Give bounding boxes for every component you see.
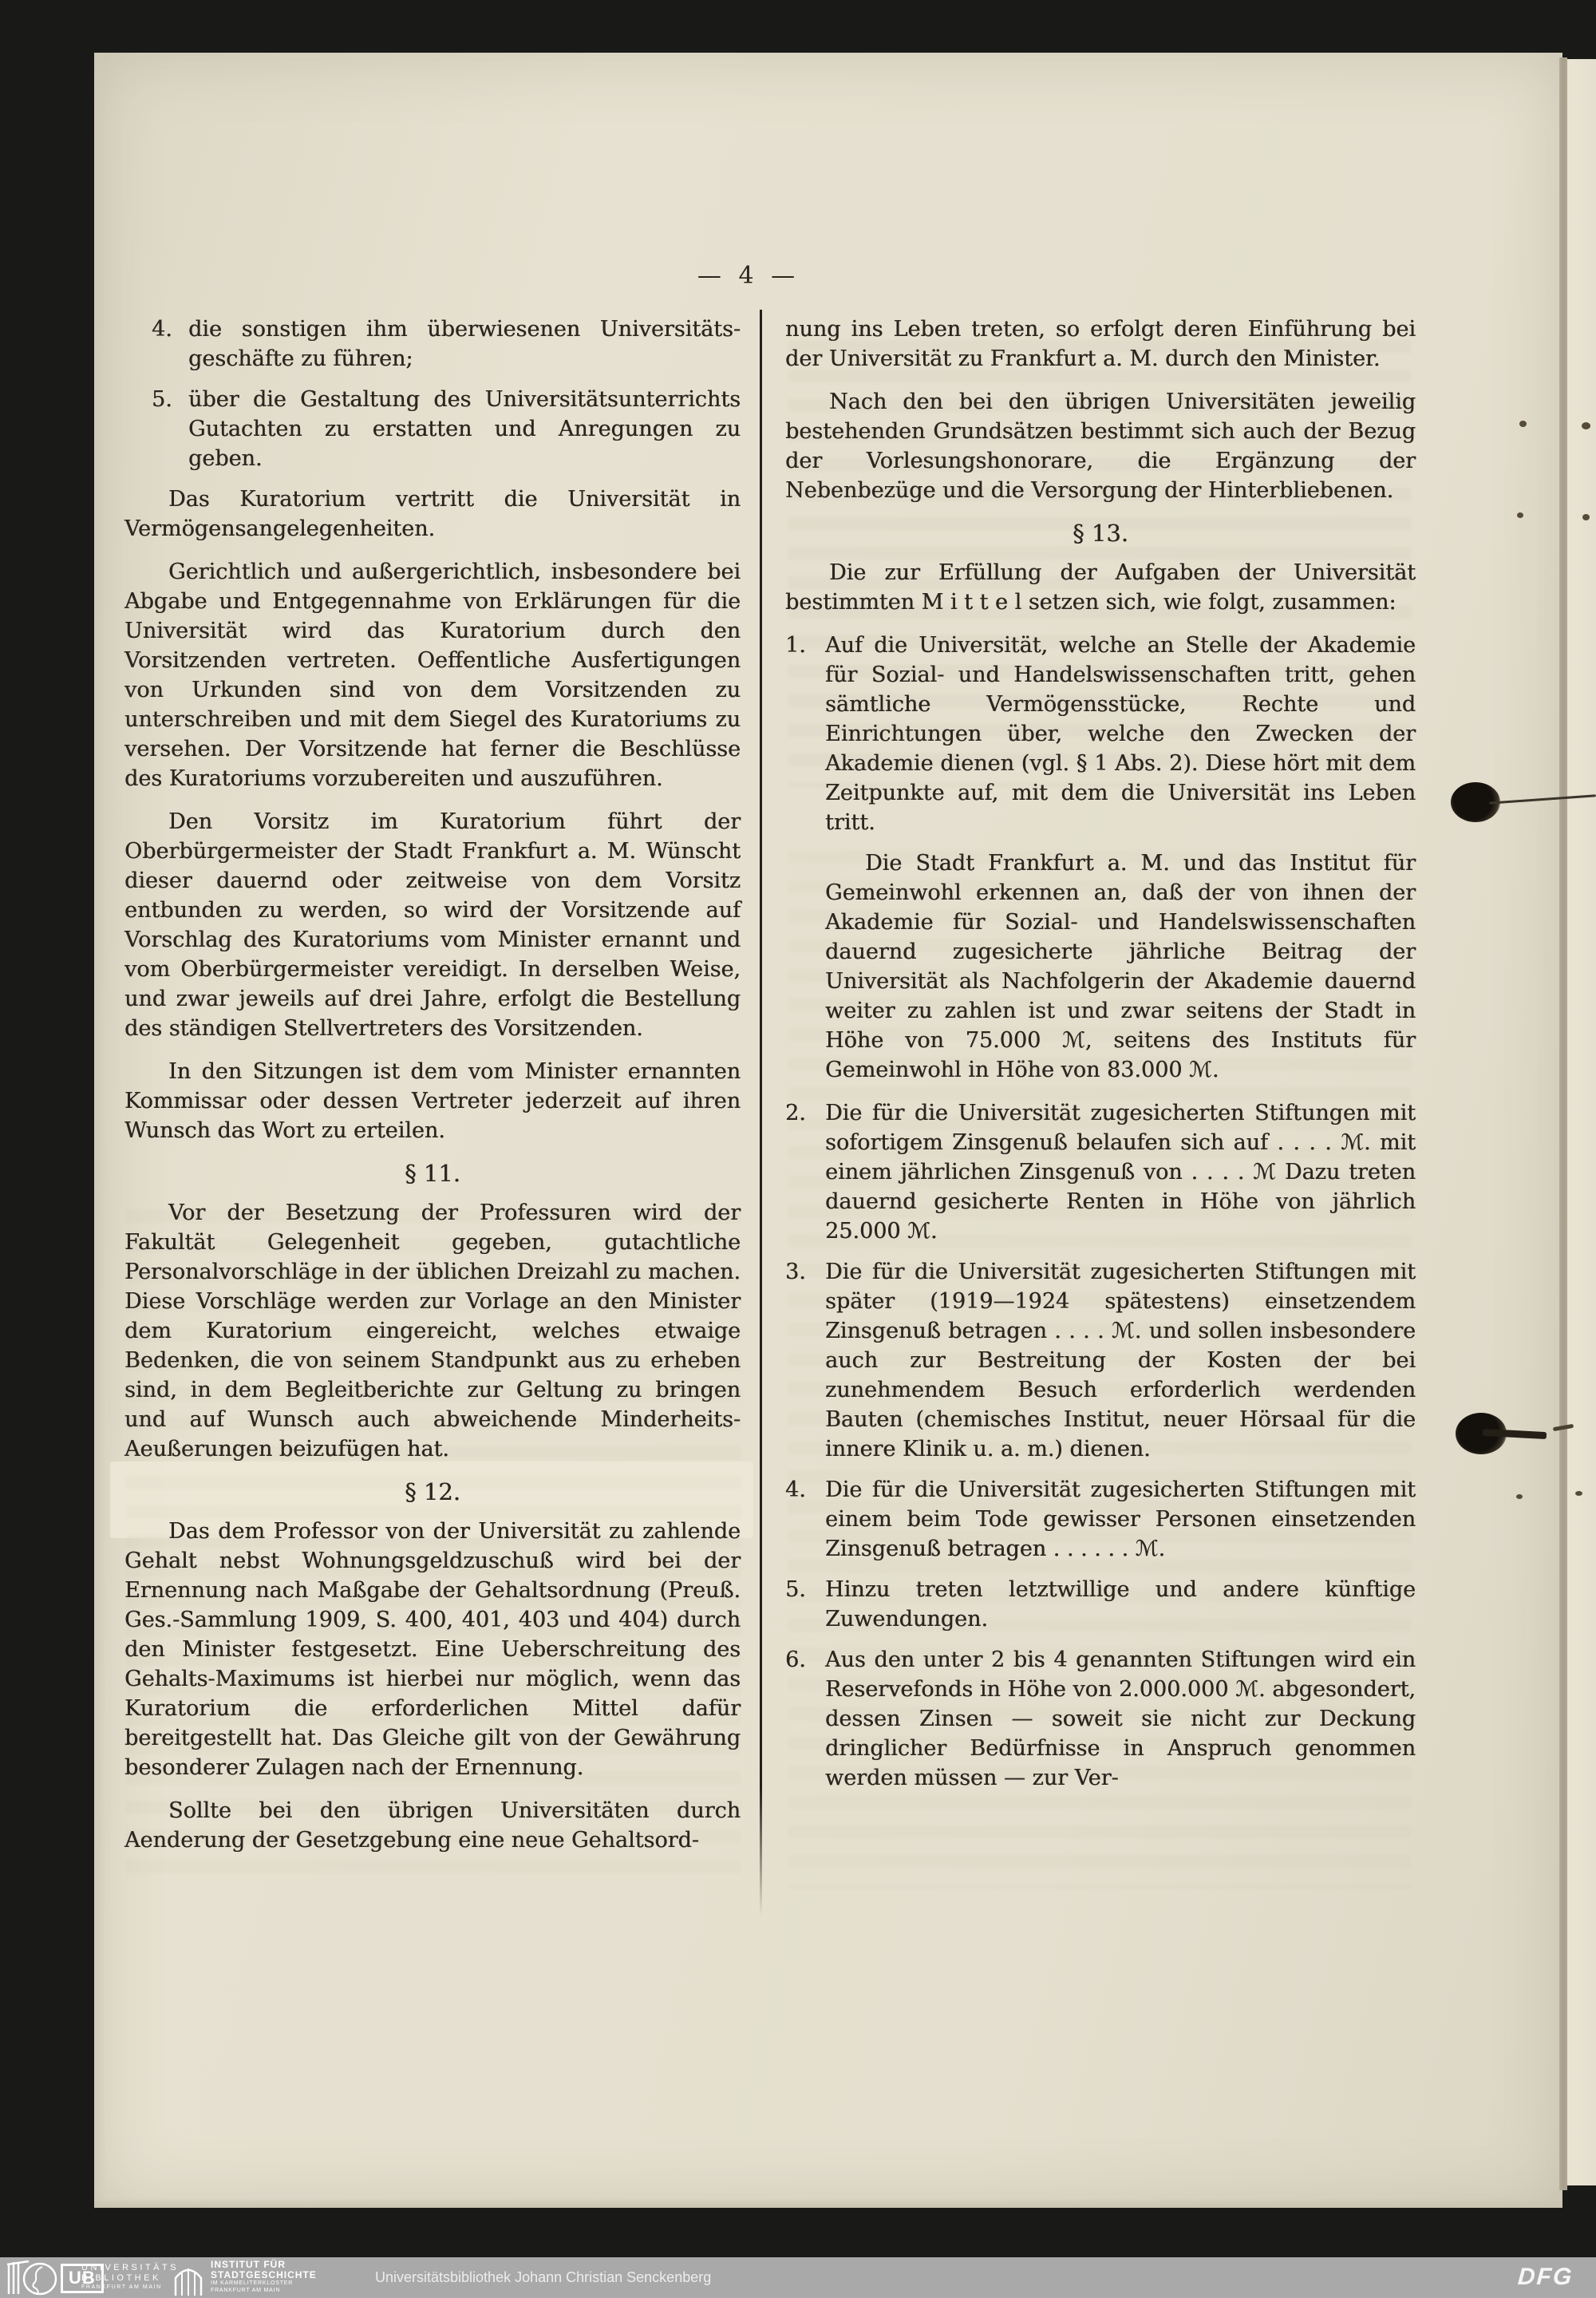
page-number: — 4 — <box>697 262 800 290</box>
section-heading-12: § 12. <box>405 1478 460 1505</box>
list-item <box>785 1098 1416 1246</box>
ub-logo-text: UB <box>61 2264 104 2293</box>
list-item-text: Die für die Universität zugesicherten Stiftungen mit sofortigem Zinsgenuß belaufen sich auf . . . . ℳ. mit einem jährlichen Zinsgenuß von . . . . ℳ Dazu treten dauernd gesicherte Renten in Höhe von jährlich 25.000 ℳ. <box>825 1101 1416 1244</box>
list-item <box>785 631 1416 837</box>
goethe-head-icon <box>6 2260 59 2296</box>
institut-arch-icon <box>172 2260 204 2296</box>
paragraph: Vor der Besetzung der Professuren wird der Fakultät Gelegenheit gegeben, gutachtliche Personalvorschläge in der üblichen Dreizahl zu machen. Diese Vorschläge werden zur Vorlage an den Minister dem Kuratorium eingereicht, welches etwaige Bedenken, die von seinem Standpunkt aus zu erheben sind, in dem Begleitberichte zur Geltung zu bringen und auf Wunsch auch abweichende Minderheits-Aeußerungen beizufügen hat. <box>124 1200 741 1461</box>
list-item-text: Aus den unter 2 bis 4 genannten Stiftungen wird ein Reservefonds in Höhe von 2.000.000 ℳ. abgesondert, dessen Zinsen — soweit sie nicht zur Deckung dringlicher Bedürfnisse in Anspruch genommen werden müssen — zur Ver- <box>825 1647 1416 1790</box>
ub-library-name: UNIVERSITÄTS BIBLIOTHEK FRANKFURT AM MAIN <box>81 2263 180 2291</box>
scanned-page <box>94 53 1562 2208</box>
list-item-text: Die für die Universität zugesicherten Stiftungen mit einem beim Tode gewisser Personen einsetzenden Zinsgenuß betragen . . . . . . ℳ. <box>825 1477 1416 1561</box>
section-heading-11: § 11. <box>405 1160 460 1187</box>
list-item-text: die sonstigen ihm überwiesenen Universitäts-geschäfte zu führen; <box>188 317 741 371</box>
list-item-text: Auf die Universität, welche an Stelle der Akademie für Sozial- und Handelswissenschaften tritt, gehen sämtliche Vermögensstücke, Rechte und Einrichtungen über, welche den Zwecken der Akademie dienen (vgl. § 1 Abs. 2). Diese hört mit dem Zeitpunkte auf, mit dem die Universität ins Leben tritt. <box>825 633 1416 835</box>
paragraph: In den Sitzungen ist dem vom Minister ernannten Kommissar oder dessen Vertreter jederzeit auf ihren Wunsch das Wort zu erteilen. <box>124 1059 741 1143</box>
list-item-number: 6. <box>785 1647 806 1672</box>
list-item-number: 4. <box>152 317 172 342</box>
list-item <box>785 1475 1416 1564</box>
list-item-number: 4. <box>785 1477 806 1502</box>
paragraph: Gerichtlich und außergerichtlich, insbesondere bei Abgabe und Entgegennahme von Erklärungen für die Universität wird das Kuratorium durch den Vorsitzenden vertreten. Oeffentliche Ausfertigungen von Urkunden sind von dem Vorsitzenden zu unterschreiben und mit dem Siegel des Kuratoriums zu versehen. Der Vorsitzende hat ferner die Beschlüsse des Kuratoriums vorzubereiten und auszuführen. <box>124 560 741 791</box>
list-item-number: 1. <box>785 633 806 658</box>
list-item-number: 2. <box>785 1101 806 1125</box>
column-divider <box>760 310 762 1916</box>
paragraph: Sollte bei den übrigen Universitäten durch Aenderung der Gesetzgebung eine neue Gehaltsord- <box>124 1798 741 1853</box>
footer-bar <box>0 2257 1596 2298</box>
library-attribution: Universitätsbibliothek Johann Christian Senckenberg <box>375 2269 712 2285</box>
left-column <box>124 314 741 1869</box>
adjacent-page-edge <box>1567 59 1596 2185</box>
page-seam <box>1559 57 1567 2190</box>
dfg-logo: DFG <box>1516 2264 1574 2290</box>
paragraph: Das Kuratorium vertritt die Universität in Vermögensangelegenheiten. <box>124 487 741 541</box>
paragraph: Nach den bei den übrigen Universitäten jeweilig bestehenden Grundsätzen bestimmt sich auch der Bezug der Vorlesungshonorare, die Ergänzung der Nebenbezüge und die Versorgung der Hinterbliebenen. <box>785 390 1416 503</box>
list-item <box>124 385 741 473</box>
paper-speck <box>1516 1494 1523 1499</box>
list-item <box>124 314 741 374</box>
list-item-number: 5. <box>152 387 172 412</box>
right-column <box>785 314 1416 1804</box>
paper-speck <box>1517 512 1523 518</box>
section-heading-13: § 13. <box>1073 520 1128 547</box>
paragraph: Den Vorsitz im Kuratorium führt der Oberbürgermeister der Stadt Frankfurt a. M. Wünscht dieser dauernd oder zeitweise von dem Vorsitz entbunden zu werden, so wird der Vorsitzende auf Vorschlag des Kuratoriums vom Minister ernannt und vom Oberbürgermeister vereidigt. In derselben Weise, und zwar jeweils auf drei Jahre, erfolgt die Bestellung des ständigen Stellvertreters des Vorsitzenden. <box>124 809 741 1041</box>
paragraph: Die Stadt Frankfurt a. M. und das Institut für Gemeinwohl erkennen an, daß der von ihnen der Akademie für Sozial- und Handelswissenschaften dauernd zugesicherte jährliche Beitrag der Universität als Nachfolgerin der Akademie dauernd weiter zu zahlen ist und zwar seitens der Stadt in Höhe von 75.000 ℳ, seitens des Instituts für Gemeinwohl in Höhe von 83.000 ℳ. <box>825 851 1416 1082</box>
paper-speck <box>1582 514 1590 520</box>
paragraph: Das dem Professor von der Universität zu zahlende Gehalt nebst Wohnungsgeldzuschuß wird bei der Ernennung nach Maßgabe der Gehaltsordnung (Preuß. Ges.-Sammlung 1909, S. 400, 401, 403 und 404) durch den Minister festgesetzt. Eine Ueberschreitung des Gehalts-Maximums ist hierbei nur möglich, wenn das Kuratorium die erforderlichen Mittel dafür bereitgestellt hat. Das Gleiche gilt von der Gewährung besonderer Zulagen nach der Ernennung. <box>124 1519 741 1780</box>
paragraph: nung ins Leben treten, so erfolgt deren Einführung bei der Universität zu Frankfurt a. M. durch den Minister. <box>785 317 1416 371</box>
paper-speck <box>1575 1491 1582 1496</box>
list-item-number: 3. <box>785 1260 806 1284</box>
list-item-text: über die Gestaltung des Universitätsunterrichts Gutachten zu erstatten und Anregungen zu geben. <box>188 387 741 471</box>
list-item <box>785 1575 1416 1634</box>
list-item <box>785 1645 1416 1793</box>
paper-speck <box>1519 421 1527 427</box>
paragraph: Die zur Erfüllung der Aufgaben der Universität bestimmten M i t t e l setzen sich, wie folgt, zusammen: <box>785 560 1416 615</box>
list-item <box>785 1257 1416 1464</box>
list-item-text: Die für die Universität zugesicherten Stiftungen mit später (1919—1924 spätestens) einsetzendem Zinsgenuß betragen . . . . ℳ. und sollen insbesondere auch zur Bestreitung der Kosten der bei zunehmendem Besuch erforderlich werdenden Bauten (chemisches Institut, neuer Hörsaal für die innere Klinik u. a. m.) dienen. <box>825 1260 1416 1461</box>
paper-speck <box>1582 422 1590 429</box>
list-item-number: 5. <box>785 1577 806 1602</box>
list-item-text: Hinzu treten letztwillige und andere künftige Zuwendungen. <box>825 1577 1416 1632</box>
institut-name: INSTITUT FÜR STADTGESCHICHTE IM KARMELITERKLOSTER FRANKFURT AM MAIN <box>211 2259 317 2293</box>
